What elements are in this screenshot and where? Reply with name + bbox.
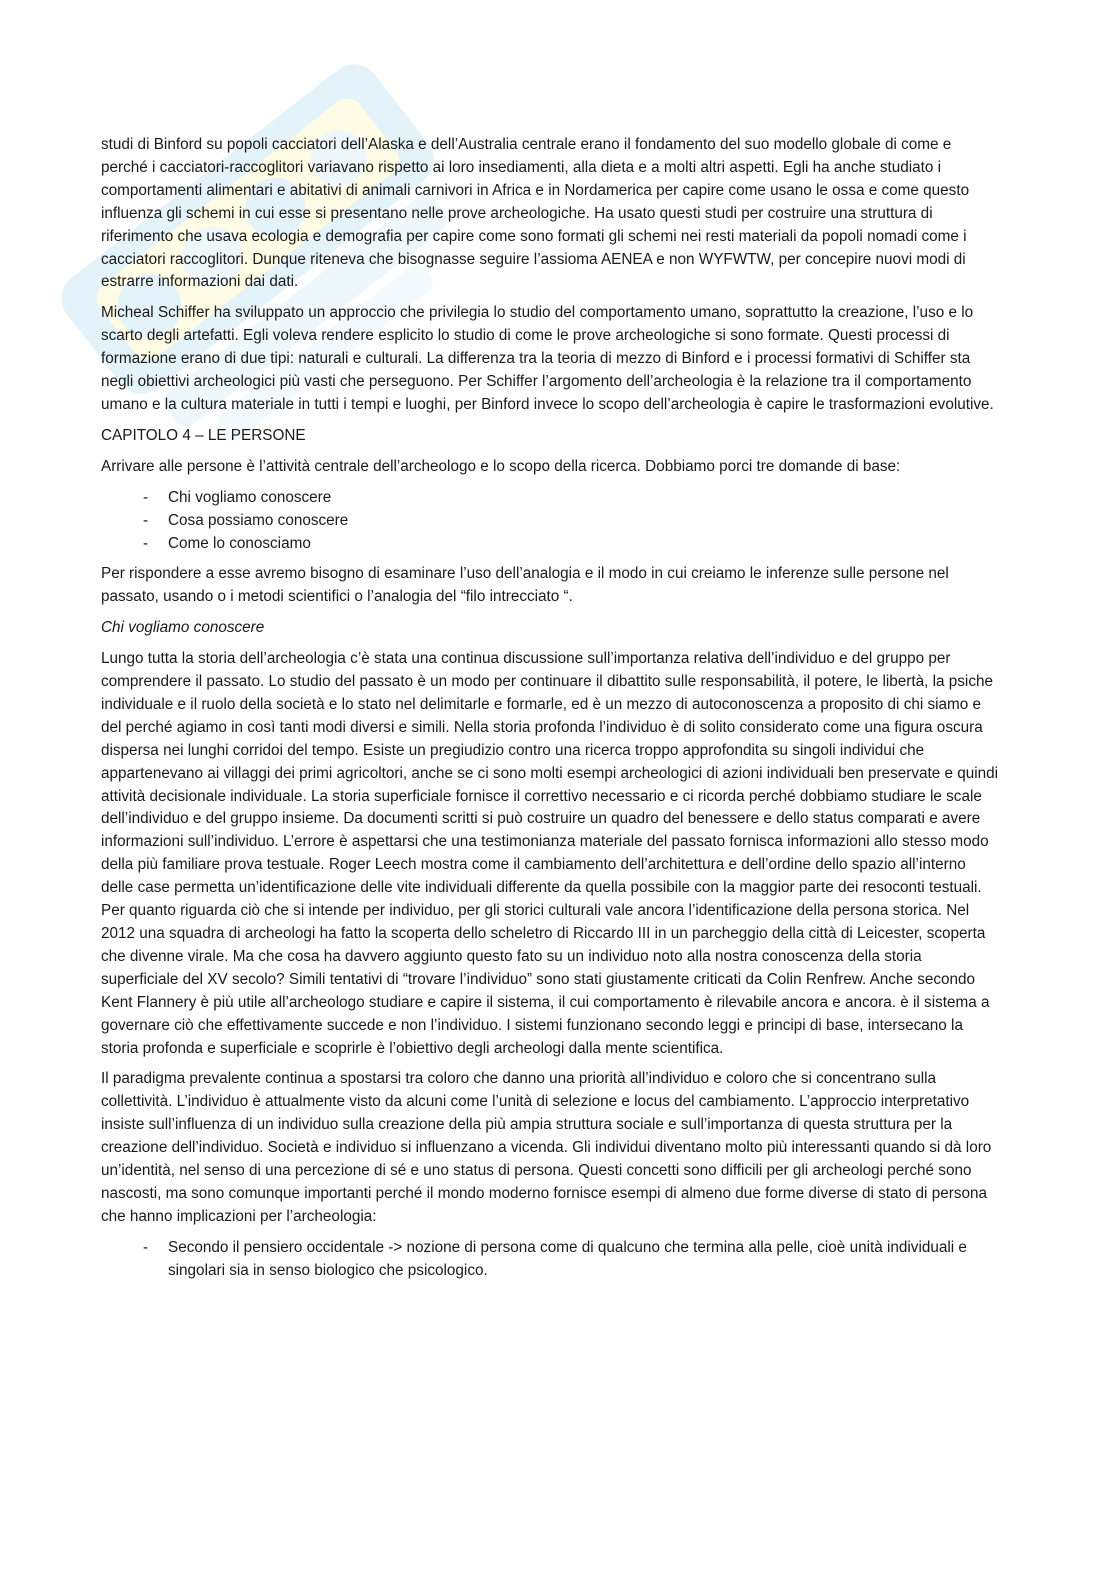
- document-page: [101, 134, 1001, 1291]
- paragraph-intro: Arrivare alle persone è l’attività centrale dell’archeologo e lo scopo della ricerca. Dobbiamo porci tre domande di base:: [101, 457, 901, 475]
- list-item: [101, 533, 1001, 556]
- paragraph-analogy: Per rispondere a esse avremo bisogno di esaminare l’uso dell’analogia e il modo in cui creiamo le inferenze sulle persone nel passato, usando o i metodi scientifici o l’analogia del “filo intrecciato “.: [101, 565, 949, 606]
- list-dash: -: [143, 534, 149, 552]
- personhood-list: [101, 1237, 1001, 1283]
- list-item: [101, 1237, 1001, 1283]
- list-dash: -: [143, 511, 149, 529]
- chapter-heading: CAPITOLO 4 – LE PERSONE: [101, 426, 306, 444]
- paragraph-schiffer: Micheal Schiffer ha sviluppato un approccio che privilegia lo studio del comportamento umano, soprattutto la creazione, l’uso e lo scarto degli artefatti. Egli voleva rendere esplicito lo studio di come le prove archeologiche si sono formate. Questi processi di formazione erano di due tipi: naturali e culturali. La differenza tra la teoria di mezzo di Binford e i processi formativi di Schiffer sta negli obiettivi archeologici più vasti che perseguono. Per Schiffer l’argomento dell’archeologia è la relazione tra il comportamento umano e la cultura materiale in tutti i tempi e luoghi, per Binford invece lo scopo dell’archeologia è capire le trasformazioni evolutive.: [101, 304, 994, 413]
- questions-list: [101, 487, 1001, 556]
- list-item-text: Secondo il pensiero occidentale -> nozione di persona come di qualcuno che termina alla pelle, cioè unità individuali e singolari sia in senso biologico che psicologico.: [168, 1238, 967, 1279]
- list-dash: -: [143, 1238, 149, 1256]
- section-subheading: Chi vogliamo conoscere: [101, 619, 265, 637]
- paragraph-binford: studi di Binford su popoli cacciatori dell’Alaska e dell’Australia centrale erano il fondamento del suo modello globale di come e perché i cacciatori-raccoglitori variavano rispetto ai loro insediamenti, alla dieta e a molti altri aspetti. Egli ha anche studiato i comportamenti alimentari e abitativi di animali carnivori in Africa e in Nordamerica per capire come usano le ossa e come questo influenza gli schemi in cui esse si presentano nelle prove archeologiche. Ha usato questi studi per costruire una struttura di riferimento che usava ecologia e demografia per capire come sono formati gli schemi nei resti materiali da popoli nomadi come i cacciatori raccoglitori. Dunque riteneva che bisognasse seguire l’assioma AENEA e non WYFWTW, per concepire nuovi modi di estrarre informazioni dai dati.: [101, 136, 970, 291]
- list-item-text: Come lo conosciamo: [168, 534, 311, 552]
- list-item-text: Cosa possiamo conoscere: [168, 511, 349, 529]
- list-item-text: Chi vogliamo conoscere: [168, 488, 332, 506]
- list-item: [101, 487, 1001, 510]
- paragraph-paradigm: Il paradigma prevalente continua a spostarsi tra coloro che danno una priorità all’individuo e coloro che si concentrano sulla collettività. L’individuo è attualmente visto da alcuni come l’unità di selezione e locus del cambiamento. L’approccio interpretativo insiste sull’influenza di un individuo sulla creazione della più ampia struttura sociale e sull’importanza di questa struttura per la creazione dell’individuo. Società e individuo si influenzano a vicenda. Gli individui diventano molto più interessanti quando si dà loro un’identità, nel senso di una percezione di sé e uno status di persona. Questi concetti sono difficili per gli archeologi perché sono nascosti, ma sono comunque importanti perché il mondo moderno fornisce esempi di almeno due forme diverse di stato di persona che hanno implicazioni per l’archeologia:: [101, 1070, 992, 1225]
- list-item: [101, 510, 1001, 533]
- list-dash: -: [143, 488, 149, 506]
- paragraph-individual: Lungo tutta la storia dell’archeologia c’è stata una continua discussione sull’importanza relativa dell’individuo e del gruppo per comprendere il passato. Lo studio del passato è un modo per continuare il dibattito sulle responsabilità, il potere, le libertà, la psiche individuale e il ruolo della società e lo stato nel delimitarle e formarle, ed è un mezzo di autoconoscenza a proposito di chi siamo e del perché agiamo in così tanti modi diversi e simili. Nella storia profonda l’individuo è di solito considerato come una figura oscura dispersa nei lunghi corridoi del tempo. Esiste un pregiudizio contro una ricerca troppo approfondita su singoli individui che appartenevano ai villaggi dei primi agricoltori, anche se ci sono molti esempi archeologici di azioni individuali ben preservate e quindi attività decisionale individuale. La storia superficiale fornisce il correttivo necessario e ci ricorda perché dobbiamo studiare le scale dell’individuo e del gruppo insieme. Da documenti scritti si può costruire un quadro del benessere e dello status comparati e avere informazioni sull’individuo. L’errore è aspettarsi che una testimonianza materiale del passato fornisca informazioni allo stesso modo della più familiare prova testuale. Roger Leech mostra come il cambiamento dell’architettura e dell’ordine dello spazio all’interno delle case permetta un’identificazione delle vite individuali differente da quella possibile con la maggior parte dei resoconti testuali. Per quanto riguarda ciò che si intende per individuo, per gli storici culturali vale ancora l’identificazione della persona storica. Nel 2012 una squadra di archeologi ha fatto la scoperta dello scheletro di Riccardo III in un parcheggio della città di Leicester, scoperta che divenne virale. Ma che cosa ha davvero aggiunto questo fato su un individuo noto alla nostra conoscenza della storia superficiale del XV secolo? Simili tentativi di “trovare l’individuo” sono stati giustamente criticati da Colin Renfrew. Anche secondo Kent Flannery è più utile all’archeologo studiare e capire il sistema, il cui comportamento è rilevabile ancora e ancora. è il sistema a governare ciò che effettivamente succede e non l’individuo. I sistemi funzionano secondo leggi e principi di base, intersecano la storia profonda e superficiale e scoprirle è l’obiettivo degli archeologi dalla mente scientifica.: [101, 650, 999, 1057]
